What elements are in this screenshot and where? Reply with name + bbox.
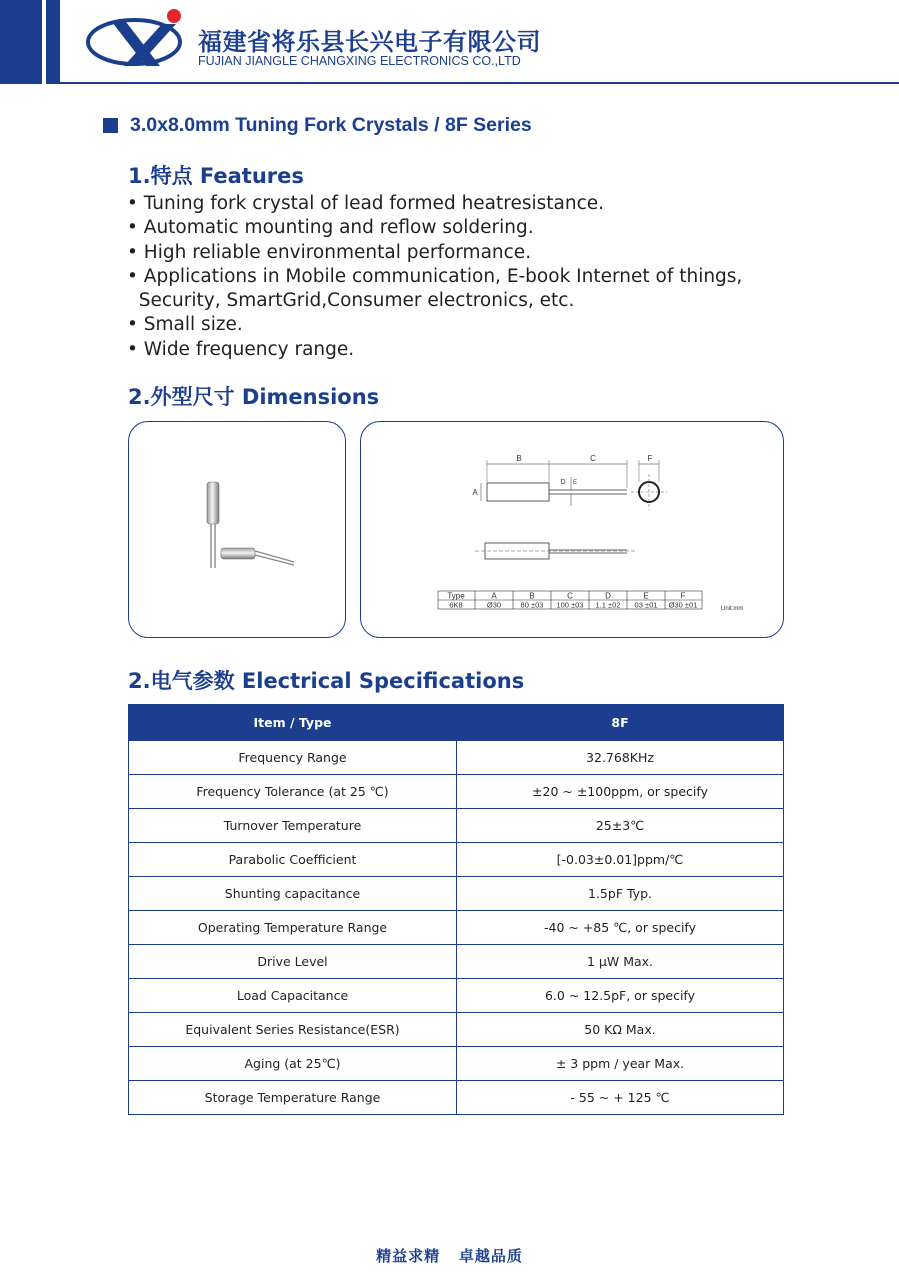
dim-table-cell: 80 ±03 — [520, 600, 544, 610]
header-bar-left — [0, 0, 42, 84]
spec-value: 1 μW Max. — [457, 945, 784, 979]
spec-item: Operating Temperature Range — [129, 911, 457, 945]
dim-label-a: A — [472, 488, 478, 497]
dim-table-cell: Ø30 — [486, 600, 502, 610]
dim-table-cell: 6K8 — [449, 600, 463, 610]
dim-table-header: F — [680, 591, 686, 601]
dim-table-header: A — [491, 591, 497, 601]
table-row — [129, 911, 784, 945]
unit-label: Unit:mm — [721, 606, 744, 612]
table-row — [129, 1013, 784, 1047]
features-title: 1.特点 Features — [128, 164, 304, 188]
page-header — [0, 0, 899, 84]
table-row — [129, 1081, 784, 1115]
spec-item: Turnover Temperature — [129, 809, 457, 843]
table-row — [129, 775, 784, 809]
spec-value: ± 3 ppm / year Max. — [457, 1047, 784, 1081]
spec-item: Load Capacitance — [129, 979, 457, 1013]
dim-label-f: F — [647, 454, 653, 463]
spec-item: Parabolic Coefficient — [129, 843, 457, 877]
spec-value: 25±3℃ — [457, 809, 784, 843]
dimension-drawing — [361, 422, 783, 637]
dim-label-c: C — [590, 454, 596, 463]
spec-value: 32.768KHz — [457, 741, 784, 775]
dim-table-cell: 03 ±01 — [634, 600, 658, 610]
dim-table-header: Type — [447, 591, 465, 601]
series-bullet-icon — [103, 118, 118, 133]
spec-item: Equivalent Series Resistance(ESR) — [129, 1013, 457, 1047]
dim-table-header: D — [605, 591, 611, 601]
feature-item: • Tuning fork crystal of lead formed heatresistance. — [127, 193, 605, 214]
table-row — [129, 1047, 784, 1081]
series-title: 3.0x8.0mm Tuning Fork Crystals / 8F Series — [130, 114, 532, 136]
header-divider — [60, 82, 899, 84]
table-row — [129, 877, 784, 911]
company-name-en: FUJIAN JIANGLE CHANGXING ELECTRONICS CO.,LTD — [198, 54, 521, 68]
spec-header-item: Item / Type — [129, 705, 457, 741]
spec-table-header-row — [129, 705, 784, 741]
feature-item: • Applications in Mobile communication, E-book Internet of things, — [127, 265, 743, 287]
electrical-title: 2.电气参数 Electrical Specifications — [128, 669, 525, 693]
dimensions-title: 2.外型尺寸 Dimensions — [128, 385, 380, 409]
feature-item: • High reliable environmental performance. — [127, 241, 532, 263]
dim-label-e: E — [572, 480, 578, 486]
spec-value: ±20 ~ ±100ppm, or specify — [457, 775, 784, 809]
dim-table-cell: 100 ±03 — [556, 600, 584, 610]
spec-item: Frequency Range — [129, 741, 457, 775]
dim-table-header: C — [567, 591, 573, 601]
footer-slogan: 精益求精 卓越品质 — [376, 1247, 523, 1265]
dimension-drawing-box — [360, 421, 784, 638]
spec-item: Shunting capacitance — [129, 877, 457, 911]
spec-value: 50 KΩ Max. — [457, 1013, 784, 1047]
spec-item: Aging (at 25℃) — [129, 1047, 457, 1081]
spec-item: Drive Level — [129, 945, 457, 979]
spec-value: 1.5pF Typ. — [457, 877, 784, 911]
spec-value: 6.0 ~ 12.5pF, or specify — [457, 979, 784, 1013]
header-bar-stripe — [46, 0, 60, 84]
feature-item: • Small size. — [127, 314, 243, 336]
feature-item: • Wide frequency range. — [127, 338, 355, 360]
features-list — [127, 192, 807, 362]
spec-item: Frequency Tolerance (at 25 ℃) — [129, 775, 457, 809]
feature-item: Security, SmartGrid,Consumer electronics, etc. — [127, 290, 575, 312]
dim-table-header: B — [529, 591, 535, 601]
dim-table-header: E — [643, 591, 649, 601]
dim-label-d: D — [560, 479, 566, 486]
dim-label-b: B — [516, 454, 522, 463]
table-row — [129, 843, 784, 877]
dim-table-cell: Ø30 ±01 — [668, 600, 698, 610]
table-row — [129, 945, 784, 979]
company-name-cn: 福建省将乐县长兴电子有限公司 — [198, 28, 541, 56]
spec-item: Storage Temperature Range — [129, 1081, 457, 1115]
crystal-photo-icon — [129, 422, 345, 637]
table-row — [129, 979, 784, 1013]
dim-table-cell: 1.1 ±02 — [595, 600, 621, 610]
product-photo-box — [128, 421, 346, 638]
spec-value: -40 ~ +85 ℃, or specify — [457, 911, 784, 945]
feature-item: • Automatic mounting and reflow soldering. — [127, 217, 534, 239]
spec-table — [128, 704, 784, 1115]
table-row — [129, 741, 784, 775]
table-row — [129, 809, 784, 843]
company-logo-icon — [84, 4, 194, 72]
spec-value: - 55 ~ + 125 ℃ — [457, 1081, 784, 1115]
spec-value: [-0.03±0.01]ppm/℃ — [457, 843, 784, 877]
spec-header-type: 8F — [457, 705, 784, 741]
